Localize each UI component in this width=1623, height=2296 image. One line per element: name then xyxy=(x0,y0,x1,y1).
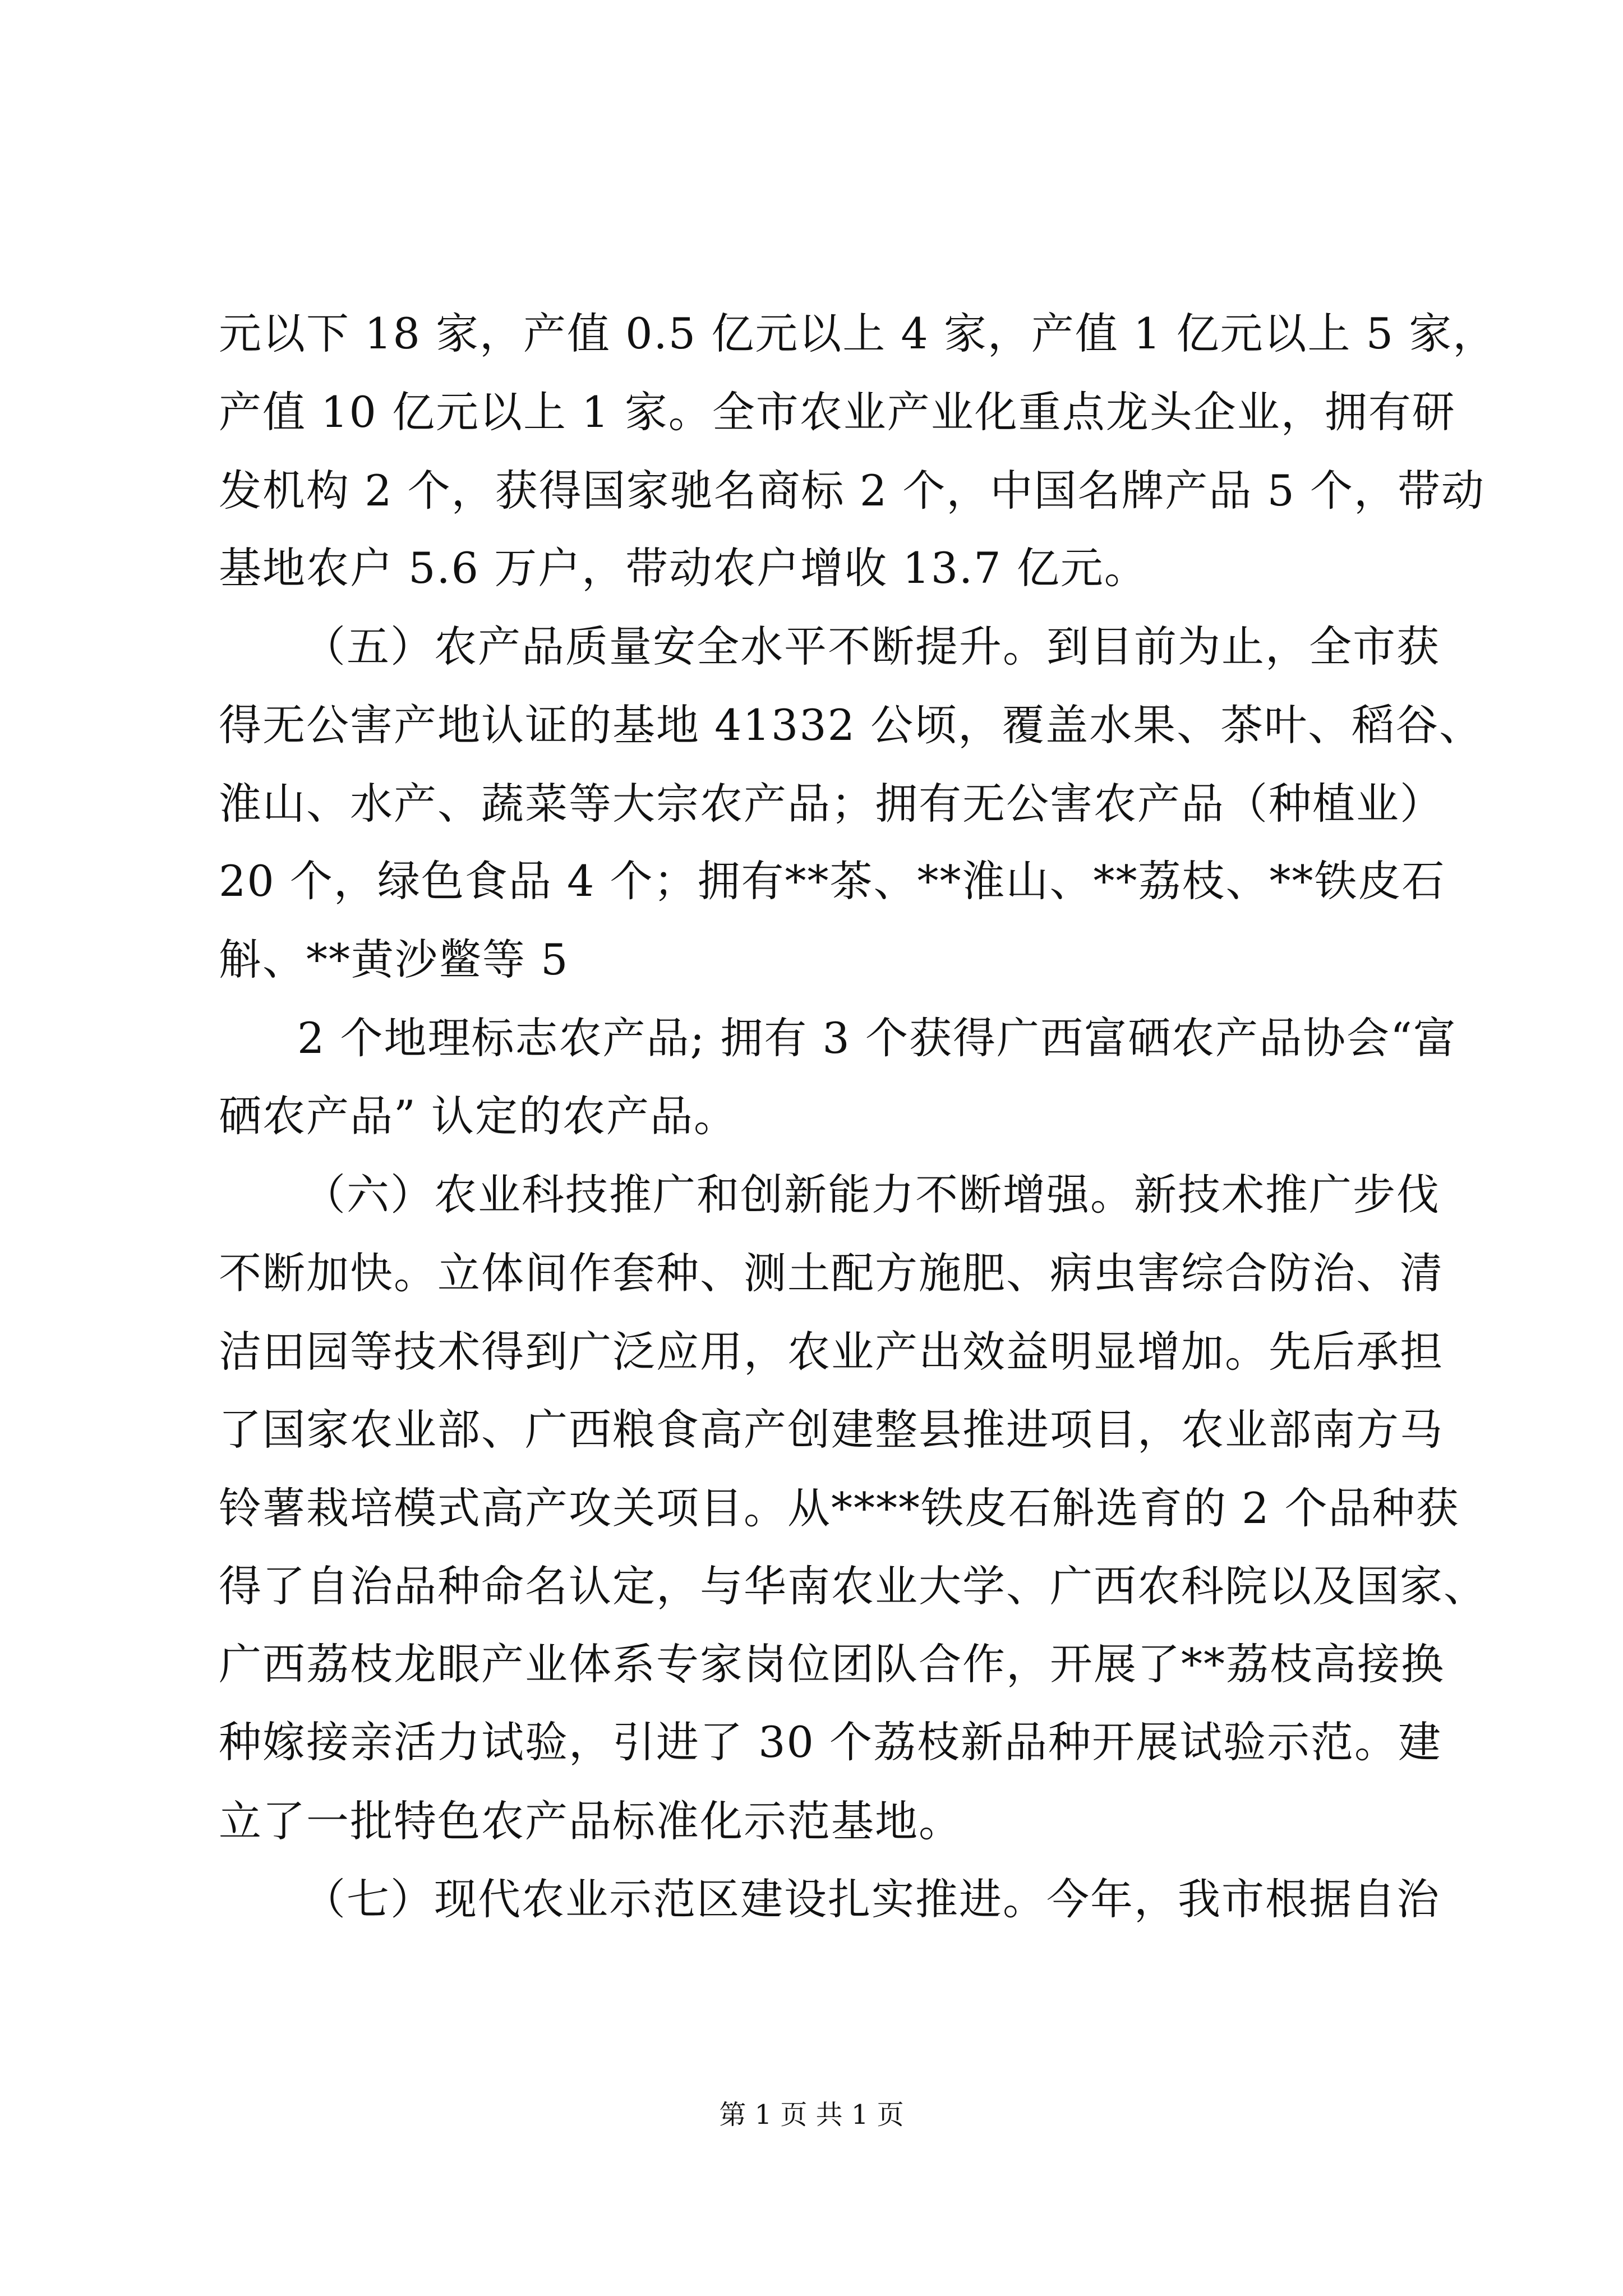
body-line-11: 硒农产品” 认定的农产品。 xyxy=(219,1091,738,1141)
page-number-footer: 第 1 页 共 1 页 xyxy=(719,2099,904,2131)
body-line-6: 得无公害产地认证的基地 41332 公顷，覆盖水果、茶叶、稻谷、 xyxy=(219,700,1483,750)
body-line-1: 元以下 18 家，产值 0.5 亿元以上 4 家，产值 1 亿元以上 5 家， xyxy=(219,309,1497,358)
body-line-18: 广西荔枝龙眼产业体系专家岗位团队合作，开展了**荔枝高接换 xyxy=(219,1639,1445,1689)
body-line-15: 了国家农业部、广西粮食高产创建整县推进项目，农业部南方马 xyxy=(219,1405,1444,1455)
body-line-20: 立了一批特色农产品标准化示范基地。 xyxy=(219,1796,962,1846)
body-line-12: （六）农业科技推广和创新能力不断增强。新技术推广步伐 xyxy=(303,1170,1440,1220)
body-line-7: 淮山、水产、蔬菜等大宗农产品；拥有无公害农产品（种植业） xyxy=(219,779,1444,829)
body-line-17: 得了自治品种命名认定，与华南农业大学、广西农科院以及国家、 xyxy=(219,1561,1487,1611)
body-line-3: 发机构 2 个，获得国家驰名商标 2 个，中国名牌产品 5 个，带动 xyxy=(219,466,1486,516)
body-line-8: 20 个，绿色食品 4 个；拥有**茶、**淮山、**荔枝、**铁皮石 xyxy=(219,856,1446,906)
body-line-10: 2 个地理标志农产品; 拥有 3 个获得广西富硒农产品协会“富 xyxy=(297,1013,1457,1063)
body-line-2: 产值 10 亿元以上 1 家。全市农业产业化重点龙头企业，拥有研 xyxy=(219,387,1456,437)
body-line-19: 种嫁接亲活力试验，引进了 30 个荔枝新品种开展试验示范。建 xyxy=(219,1717,1442,1767)
body-line-21: （七）现代农业示范区建设扎实推进。今年，我市根据自治 xyxy=(303,1874,1440,1924)
body-line-13: 不断加快。立体间作套种、测土配方施肥、病虫害综合防治、清 xyxy=(219,1248,1444,1298)
body-line-4: 基地农户 5.6 万户，带动农户增收 13.7 亿元。 xyxy=(219,543,1148,593)
body-line-9: 斛、**黄沙鳖等 5 xyxy=(219,935,569,984)
body-line-16: 铃薯栽培模式高产攻关项目。从****铁皮石斛选育的 2 个品种获 xyxy=(219,1483,1460,1533)
body-line-5: （五）农产品质量安全水平不断提升。到目前为止，全市获 xyxy=(303,622,1440,671)
body-line-14: 洁田园等技术得到广泛应用，农业产出效益明显增加。先后承担 xyxy=(219,1327,1444,1377)
